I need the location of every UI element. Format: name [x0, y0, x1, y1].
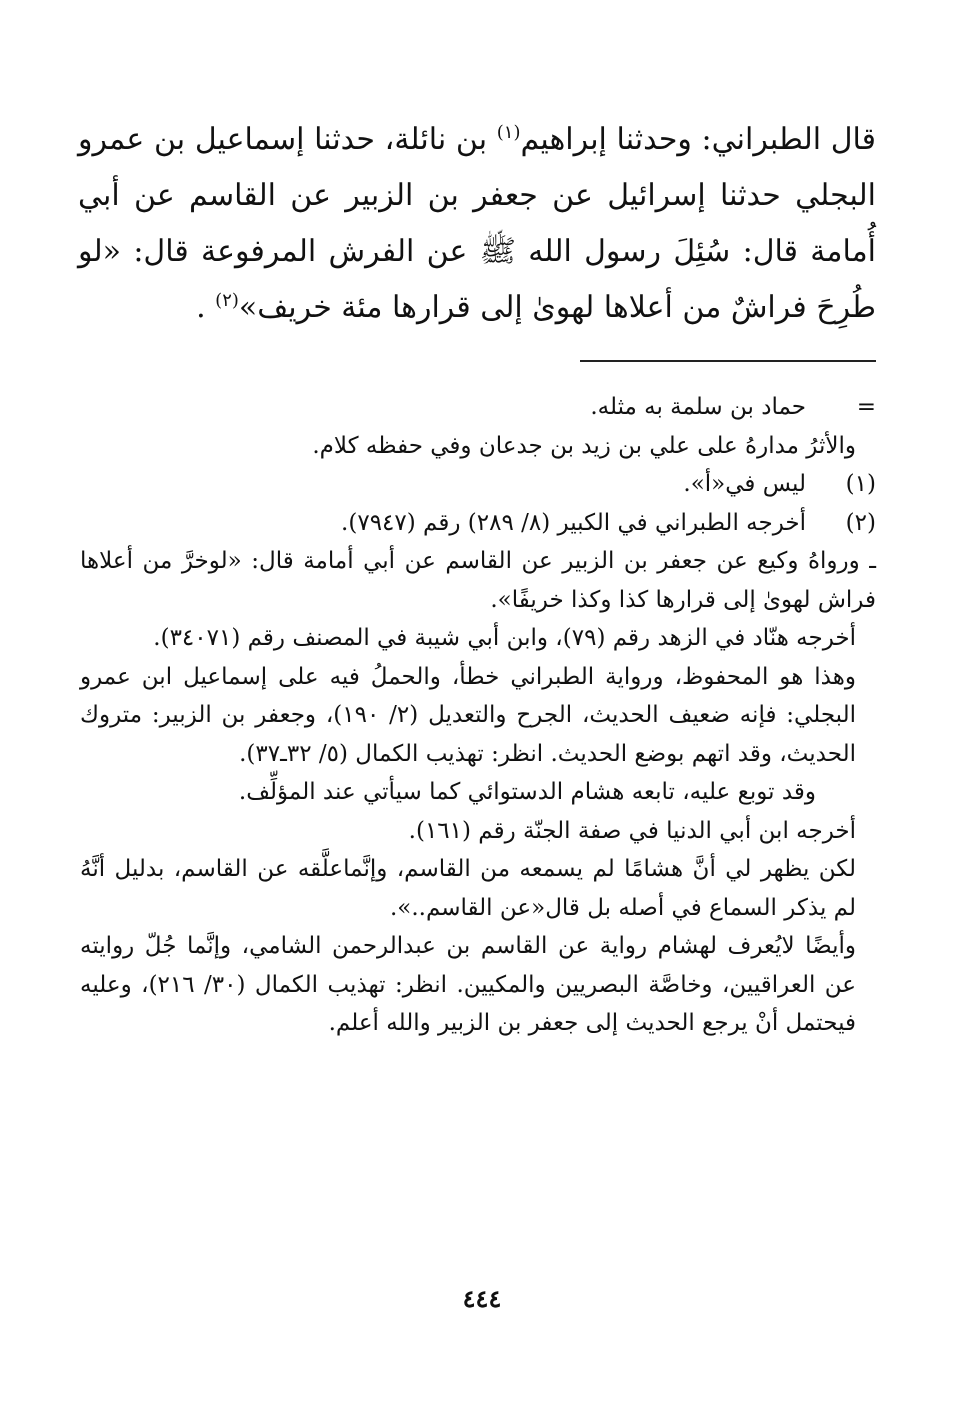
- footnote-divider: [580, 360, 876, 362]
- footnote-continuation: [80, 388, 876, 427]
- footnote-2-paragraph-2: أخرجه هنّاد في الزهد رقم (٧٩)، وابن أبي شيبة في المصنف رقم (٣٤٠٧١).: [153, 625, 856, 651]
- footnote-1: [80, 465, 876, 504]
- footnote-2-line-1: أخرجه الطبراني في الكبير (٨/ ٢٨٩) رقم (٧٩٤٧).: [341, 509, 806, 536]
- footnotes-section: [80, 388, 876, 1043]
- continuation-marker: =: [856, 394, 876, 420]
- main-paragraph: [78, 112, 876, 336]
- footnote-ref-2[interactable]: (٢): [215, 290, 239, 311]
- footnote-2-paragraph-4: وقد توبع عليه، تابعه هشام الدستوائي كما سيأتي عند المؤلِّف.: [238, 779, 816, 805]
- footnote-2-body: [80, 504, 806, 543]
- footnote-2-marker: (٢): [845, 509, 876, 536]
- footnote-ref-1[interactable]: (١): [496, 122, 521, 143]
- main-text-part-3: .: [196, 290, 216, 325]
- footnote-2-paragraph-1: ـ ورواهُ وكيع عن جعفر بن الزبير عن القاسم عن أبي أمامة قال: «لوخرَّ من أعلاها فراش لهوىٰ إلى قرارها كذا وكذا خريفًا».: [80, 548, 876, 613]
- footnote-2-paragraph-7: وأيضًا لايُعرف لهشام رواية عن القاسم بن عبدالرحمن الشامي، وإنَّما جُلّ روايته عن العراقيين، وخاصَّة البصريين والمكيين. انظر: تهذيب الكمال (٣٠/ ٢١٦)، وعليه فيحتمل أنْ يرجع الحديث إلى جعفر بن الزبير والله أعلم.: [80, 933, 856, 1036]
- continuation-line-1: حماد بن سلمة به مثله.: [590, 394, 806, 420]
- page-number: ٤٤٤: [462, 1284, 502, 1313]
- footnote-2: [80, 504, 876, 543]
- footnote-2-paragraph-6: لكن يظهر لي أنَّ هشامًا لم يسمعه من القاسم، وإنَّماعلَّقه عن القاسم، بدليل أنَّهُ لم يذكر السماع في أصله بل قال«عن القاسم..».: [80, 856, 856, 921]
- main-text-part-1: قال الطبراني: وحدثنا إبراهيم: [520, 122, 876, 157]
- footnote-1-text: ليس في«أ».: [683, 471, 806, 497]
- footnote-1-marker: (١): [845, 471, 876, 497]
- main-text-part-2: بن نائلة، حدثنا إسماعيل بن عمرو البجلي حدثنا إسرائيل عن جعفر بن الزبير عن القاسم عن أبي أُمامة قال: سُئِلَ رسول الله ﷺ عن الفرش المرفوعة قال: «لو طُرِحَ فراشٌ من أعلاها لهوىٰ إلى قرارها مئة خريف»: [78, 122, 876, 325]
- footnote-1-body: [80, 465, 806, 504]
- footnote-2-paragraph-3: وهذا هو المحفوظ، ورواية الطبراني خطأ، والحملُ فيه على إسماعيل ابن عمرو البجلي: فإنه ضعيف الحديث، الجرح والتعديل (٢/ ١٩٠)، وجعفر بن الزبير: متروك الحديث، وقد اتهم بوضع الحديث. انظر: تهذيب الكمال (٥/ ٣٢ـ٣٧).: [80, 663, 857, 767]
- continuation-body: [80, 388, 806, 427]
- continuation-line-2: والأثرُ مدارهُ على علي بن زيد بن جدعان وفي حفظه كلام.: [312, 432, 856, 459]
- footnote-2-paragraph-5: أخرجه ابن أبي الدنيا في صفة الجنّة رقم (١٦١).: [408, 817, 856, 844]
